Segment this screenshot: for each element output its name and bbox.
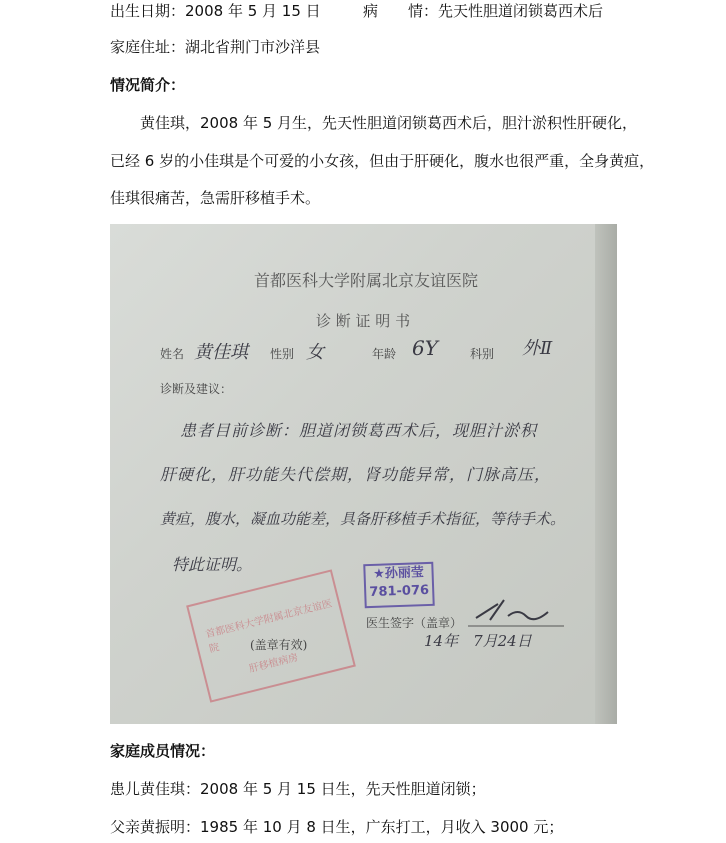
- home-address: 家庭住址：湖北省荆门市沙洋县: [110, 38, 321, 56]
- hospital-name: 首都医科大学附属北京友谊医院: [254, 271, 479, 290]
- sign-date: 14年 7月24日: [424, 632, 532, 650]
- signature-label: 医生签字（盖章）: [366, 616, 463, 630]
- handwriting-line-3: 黄疸，腹水，凝血功能差，具备肝移植手术指征，等待手术。: [160, 510, 566, 528]
- intro-line-2: 已经 6 岁的小佳琪是个可爱的小女孩，但由于肝硬化，腹水也很严重，全身黄疸，: [110, 152, 655, 170]
- name-value: 黄佳琪: [194, 342, 248, 363]
- diagnosis-label: 诊断及建议：: [160, 382, 233, 396]
- family-father: 父亲黄振明：1985 年 10 月 8 日生，广东打工，月收入 3000 元；: [110, 818, 564, 836]
- seal-valid-note: (盖章有效): [250, 638, 308, 652]
- dept-value: 外Ⅱ: [522, 338, 553, 359]
- handwriting-line-1: 患者目前诊断：胆道闭锁葛西术后，现胆汁淤积: [180, 421, 538, 440]
- name-label: 姓名: [160, 347, 185, 361]
- certificate-title: 诊 断 证 明 书: [316, 312, 411, 330]
- intro-heading: 情况简介：: [110, 76, 186, 94]
- sex-value: 女: [306, 342, 324, 363]
- birth-date: 出生日期：2008 年 5 月 15 日: [110, 2, 321, 20]
- seal-text: 首都医科大学附属北京友谊医院: [204, 598, 334, 656]
- photo-edge: [595, 224, 617, 724]
- age-label: 年龄: [372, 347, 397, 361]
- dept-label: 科别: [470, 347, 495, 361]
- doctor-stamp-name: ★孙丽莹: [373, 565, 425, 582]
- sex-label: 性别: [270, 347, 295, 361]
- seal-subtext: 肝移植病房: [248, 652, 300, 676]
- family-heading: 家庭成员情况：: [110, 742, 216, 760]
- family-child: 患儿黄佳琪：2008 年 5 月 15 日生，先天性胆道闭锁；: [110, 780, 486, 798]
- doctor-stamp-number: 781-076: [369, 582, 430, 601]
- illness: 病 情：先天性胆道闭锁葛西术后: [363, 2, 604, 20]
- handwriting-line-2: 肝硬化，肝功能失代偿期，肾功能异常，门脉高压，: [160, 465, 552, 484]
- doctor-stamp: [363, 562, 434, 608]
- intro-line-3: 佳琪很痛苦，急需肝移植手术。: [110, 189, 321, 207]
- handwriting-line-4: 特此证明。: [172, 555, 253, 574]
- intro-line-1: 黄佳琪，2008 年 5 月生，先天性胆道闭锁葛西术后，胆汁淤积性肝硬化，: [140, 114, 638, 132]
- age-value: 6Y: [412, 336, 438, 360]
- doctor-signature: [468, 590, 568, 630]
